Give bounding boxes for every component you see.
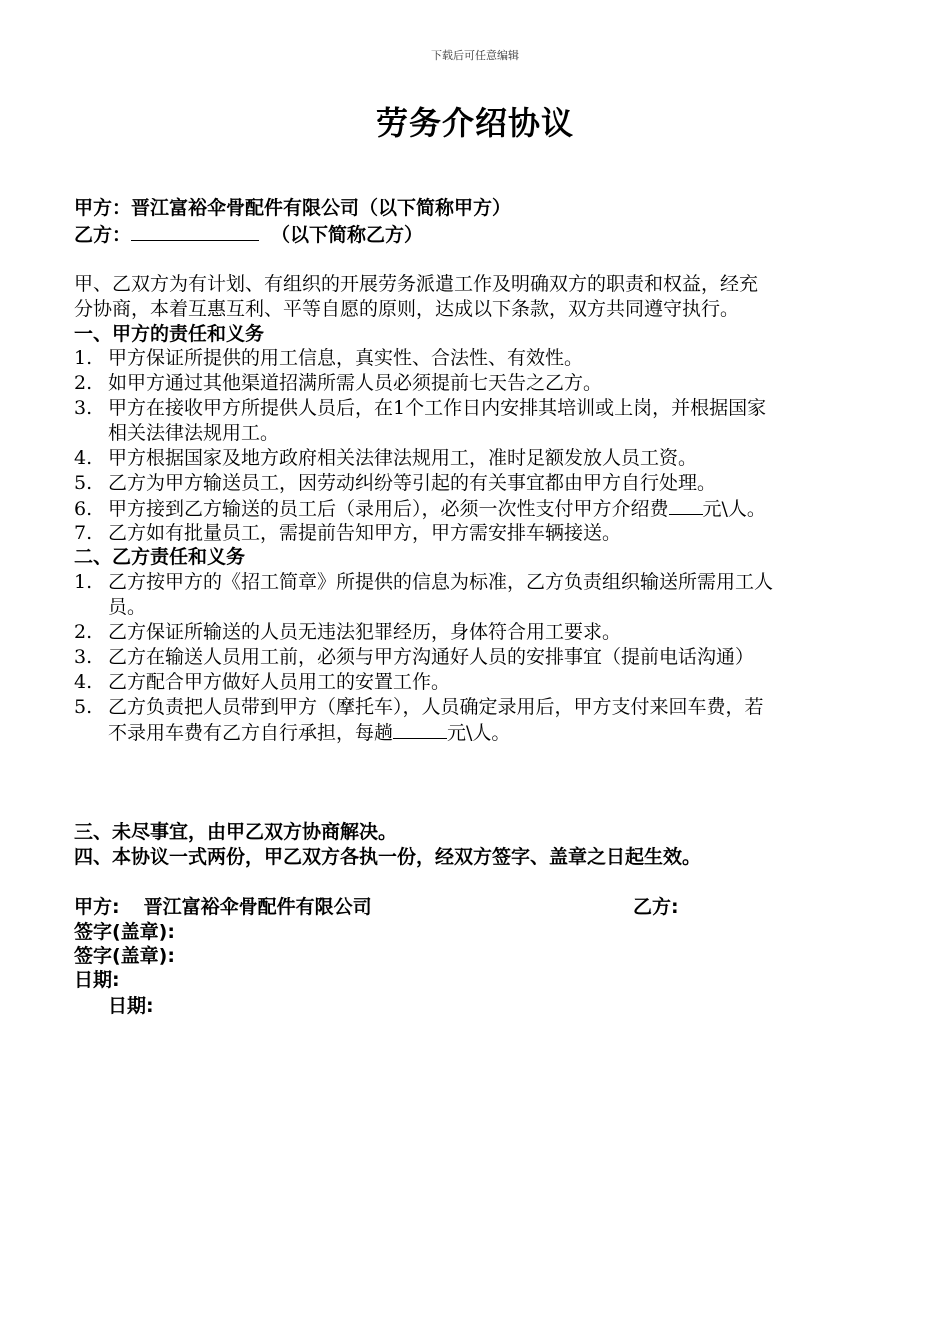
sig-party-a	[74, 895, 372, 920]
item-number: 7.	[74, 522, 93, 544]
sig-sign-b: 签字(盖章):	[74, 945, 175, 967]
item-number: 4.	[74, 671, 93, 693]
sig-party-a-name: 晋江富裕伞骨配件有限公司	[143, 896, 372, 918]
s2-item-5-cont	[108, 720, 510, 746]
s1-item-2	[74, 371, 602, 396]
s1-item-3-cont: 相关法律法规用工。	[108, 422, 280, 444]
item-number: 4.	[74, 447, 93, 469]
s2-item-4	[74, 670, 450, 695]
section2-heading: 二、乙方责任和义务	[74, 546, 246, 568]
item-number: 2.	[74, 372, 93, 394]
party-b-label: 乙方：	[74, 224, 132, 246]
item-after: 元\人。	[702, 498, 766, 520]
item-number: 6.	[74, 498, 93, 520]
intro-line-1: 甲、乙双方为有计划、有组织的开展劳务派遣工作及明确双方的职责和权益，经充	[74, 273, 759, 295]
s1-item-4	[74, 446, 697, 471]
party-a-line: 甲方：晋江富裕伞骨配件有限公司（以下简称甲方）	[74, 197, 512, 219]
intro-line-2: 分协商，本着互惠互利、平等自愿的原则，达成以下条款，双方共同遵守执行。	[74, 298, 740, 320]
section1-heading: 一、甲方的责任和义务	[74, 323, 265, 345]
sig-date-a: 日期:	[74, 969, 120, 991]
item-text: 甲方接到乙方输送的员工后（录用后），必须一次性支付甲方介绍费	[108, 498, 669, 520]
party-b-line	[74, 222, 423, 248]
s2-item-3	[74, 645, 754, 670]
item-text: 乙方按甲方的《招工简章》所提供的信息为标准，乙方负责组织输送所需用工人	[108, 571, 774, 593]
item-number: 5.	[74, 472, 93, 494]
item-number: 1.	[74, 571, 93, 593]
party-b-blank	[131, 222, 259, 241]
s2-item-2	[74, 620, 621, 645]
header-note: 下载后可任意编辑	[431, 49, 519, 62]
item-text: 乙方保证所输送的人员无违法犯罪经历，身体符合用工要求。	[108, 621, 622, 643]
item-text: 乙方为甲方输送员工，因劳动纠纷等引起的有关事宜都由甲方自行处理。	[108, 472, 717, 494]
item-text: 甲方保证所提供的用工信息，真实性、合法性、有效性。	[108, 347, 584, 369]
item-text: 甲方在接收甲方所提供人员后，在1个工作日内安排其培训或上岗，并根据国家	[108, 397, 767, 419]
fare-blank	[393, 720, 447, 739]
sig-sign-a: 签字(盖章):	[74, 921, 175, 943]
s1-item-3	[74, 396, 766, 421]
s1-item-7	[74, 521, 621, 546]
s1-item-1	[74, 346, 583, 371]
item-text: 乙方在输送人员用工前，必须与甲方沟通好人员的安排事宜（提前电话沟通）	[108, 646, 755, 668]
s2-item-1	[74, 570, 773, 595]
sig-date-b: 日期:	[108, 995, 154, 1017]
item-after: 元\人。	[447, 722, 511, 744]
sig-party-a-label: 甲方:	[74, 896, 120, 918]
s2-item-1-cont: 员。	[108, 596, 147, 618]
item-text: 乙方如有批量员工，需提前告知甲方，甲方需安排车辆接送。	[108, 522, 622, 544]
item-text: 乙方负责把人员带到甲方（摩托车），人员确定录用后，甲方支付来回车费，若	[108, 696, 764, 718]
s1-item-6	[74, 496, 766, 522]
item-text: 如甲方通过其他渠道招满所需人员必须提前七天告之乙方。	[108, 372, 603, 394]
party-b-suffix: （以下简称乙方）	[271, 224, 424, 246]
fee-blank	[669, 496, 703, 515]
document-title: 劳务介绍协议	[375, 104, 574, 142]
item-cont-text: 不录用车费有乙方自行承担，每趟	[108, 722, 394, 744]
item-number: 3.	[74, 397, 93, 419]
section3-line: 三、未尽事宜，由甲乙双方协商解决。	[74, 821, 398, 843]
section4-line: 四、本协议一式两份，甲乙双方各执一份，经双方签字、盖章之日起生效。	[74, 846, 702, 868]
item-number: 1.	[74, 347, 93, 369]
item-text: 甲方根据国家及地方政府相关法律法规用工，准时足额发放人员工资。	[108, 447, 698, 469]
item-number: 2.	[74, 621, 93, 643]
item-number: 5.	[74, 696, 93, 718]
item-text: 乙方配合甲方做好人员用工的安置工作。	[108, 671, 451, 693]
sig-party-b-label: 乙方:	[633, 896, 679, 918]
item-number: 3.	[74, 646, 93, 668]
s1-item-5	[74, 471, 716, 496]
s2-item-5	[74, 695, 764, 720]
